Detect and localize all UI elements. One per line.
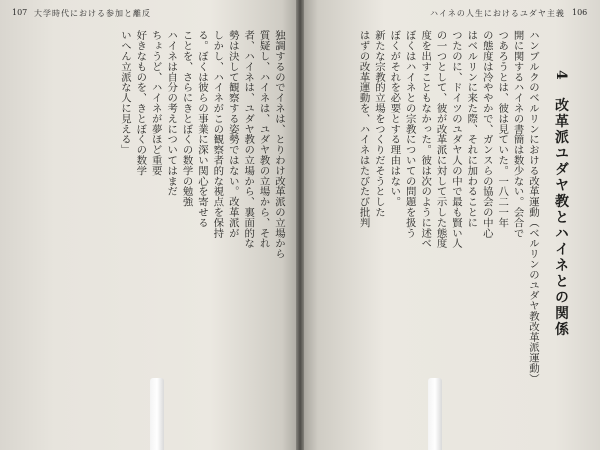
right-text-line: はベルリンに来た際、それに加わることに: [465, 30, 478, 228]
right-text-line: 度を出すこともなかった。彼は次のように述べ: [419, 30, 432, 249]
left-text-line: 者、ハイネは、ユダヤ教の立場から、裏面的な: [242, 30, 255, 249]
left-text-line: しかし、ハイネがこの観察者的な視点を保持: [211, 30, 224, 238]
page-holder-clip-left: [150, 378, 164, 450]
section-heading: [550, 70, 572, 424]
left-page-number: 107: [12, 8, 28, 17]
right-page-number: 106: [572, 8, 588, 17]
left-text-line: る。ぼくは彼らの事業に深い関心を寄せる: [195, 30, 208, 228]
left-running-header: 大学時代における参加と離反: [34, 9, 151, 18]
right-text-columns: [320, 30, 578, 424]
left-text-line: いへん立派な人に見える」: [118, 30, 131, 155]
right-text-line: つたのに、ドイツのユダヤ人の中で最も賢い人: [449, 30, 462, 249]
left-text-line: 質疑し、ハイネは、ユダヤ教の立場から、それ: [257, 30, 270, 249]
right-text-line: つあろうとは、彼は見ていた。一八二一年: [496, 30, 509, 228]
right-text-line: の一つとして、彼が改革派に対して示した態度: [434, 30, 447, 249]
left-text-line: 勢は決して観察する姿勢ではない。改革派が: [226, 30, 239, 238]
right-text-line: ハンブルクのベルリンにおける改革運動（ベルリンのユダヤ教改革派運動）: [527, 30, 539, 384]
section-title: 改革派ユダヤ教とハイネとの関係: [553, 97, 569, 338]
right-text-line: ぼくはハイネとの宗教についての問題を扱う: [403, 30, 416, 238]
left-text-line: ことを、さらにきとぼくの数学の勉強: [180, 30, 193, 207]
section-number: 4: [553, 70, 569, 82]
left-text-columns: [30, 30, 286, 424]
right-text-line: ぼくがそれを必要とする理由はない。: [388, 30, 401, 207]
right-text-line: 新たな宗教的立場をつくりだそうとした: [372, 30, 385, 218]
right-text-line: はずの改革運動を、ハイネはたびたび批判: [357, 30, 370, 228]
right-running-header: ハイネの人生におけるユダヤ主義: [430, 9, 565, 18]
left-text-line: ハイネは自分の考えについてはまだ: [165, 30, 178, 197]
right-text-line: の態度は冷ややかで、ガンスらの協会の中心: [480, 30, 493, 238]
left-text-line: 独調するのでイネは、とりわけ改革派の立場から: [273, 30, 285, 259]
right-text-line: 開に関するハイネの書簡は数少ない。会合で: [511, 30, 524, 238]
left-text-line: ちょうど、ハイネが夢ほど重要: [149, 30, 162, 176]
book-gutter: [296, 0, 304, 450]
page-holder-clip-right: [428, 378, 442, 450]
left-text-line: 好きなものを、きとぼくの数学: [134, 30, 147, 176]
right-page: [300, 0, 600, 450]
